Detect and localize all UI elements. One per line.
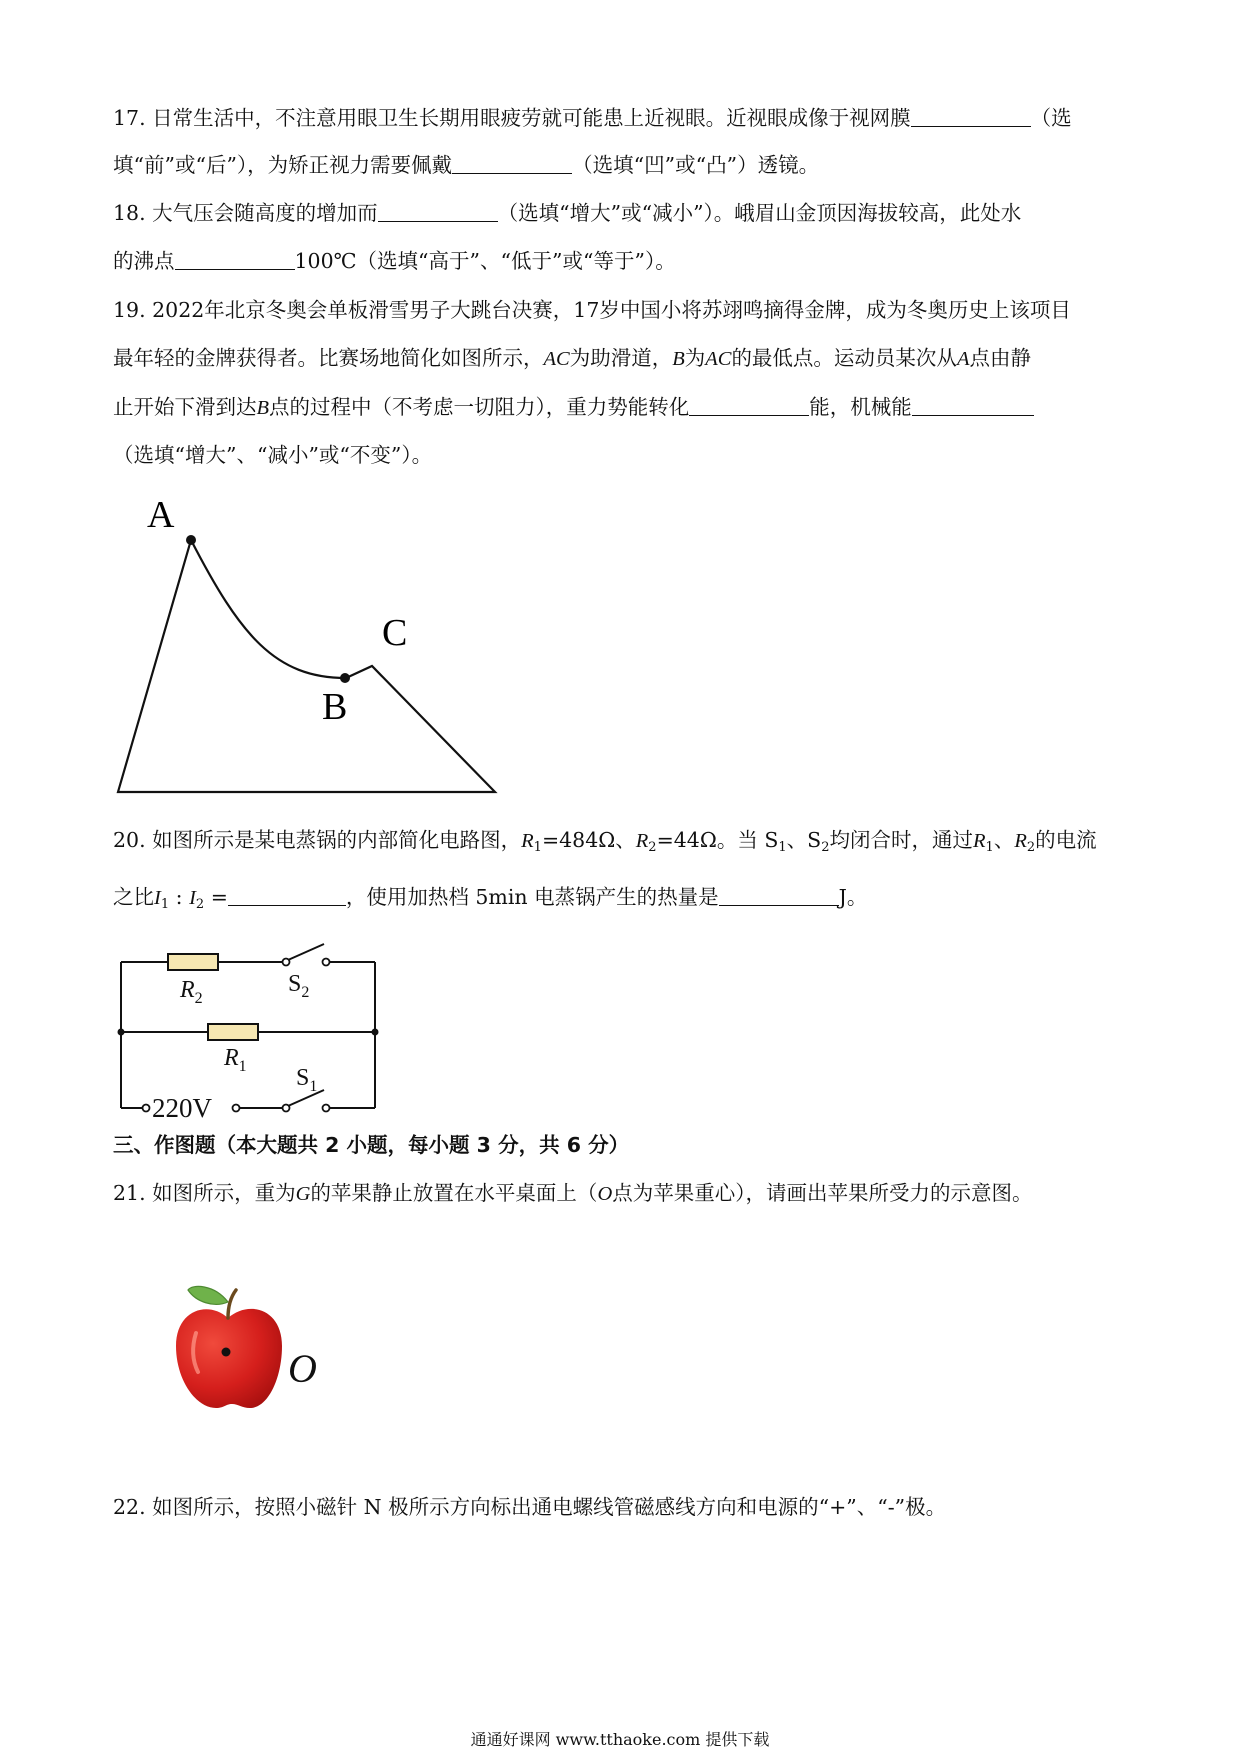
terminal-left bbox=[143, 1105, 150, 1112]
ski-slope-diagram bbox=[100, 495, 500, 795]
resistor-r1 bbox=[208, 1024, 258, 1040]
q19-line4: （选填“增大”、“减小”或“不变”）。 bbox=[113, 443, 433, 467]
answer-blank[interactable] bbox=[911, 104, 1031, 127]
label-b: B bbox=[322, 686, 348, 728]
answer-blank[interactable] bbox=[719, 883, 839, 906]
junction-right bbox=[372, 1029, 379, 1036]
q17-line1: 17. 日常生活中，不注意用眼卫生长期用眼疲劳就可能患上近视眼。近视眼成像于视网膜 （选 bbox=[113, 106, 1072, 130]
r1-label: $R_1$ bbox=[224, 1045, 247, 1075]
point-b-dot bbox=[340, 673, 350, 683]
s1-contact-right bbox=[323, 1105, 330, 1112]
resistor-r2 bbox=[168, 954, 218, 970]
s1-label: $S_1$ bbox=[296, 1065, 318, 1095]
q20-line2: 之比$I_1$ : $I_2$ = ，使用加热档 5min 电蒸锅产生的热量是 J。 bbox=[113, 885, 868, 912]
q20-line1: 20. 如图所示是某电蒸锅的内部简化电路图，$R_1=484\Omega$、$R_2=44\Omega$。当 $S_1$、$S_2$均闭合时，通过$R_1$、$R_2$的电流 bbox=[113, 828, 1097, 855]
answer-blank[interactable] bbox=[378, 199, 498, 222]
q17-line2: 填“前”或“后”），为矫正视力需要佩戴 （选填“凹”或“凸”）透镜。 bbox=[113, 153, 820, 177]
junction-left bbox=[118, 1029, 125, 1036]
q19-line3: 止开始下滑到达B点的过程中（不考虑一切阻力），重力势能转化 能，机械能 bbox=[113, 392, 1034, 423]
s2-contact-left bbox=[283, 959, 290, 966]
terminal-right bbox=[233, 1105, 240, 1112]
center-of-gravity-dot bbox=[222, 1348, 231, 1357]
footer-watermark: 通通好课网 www.tthaoke.com 提供下载 bbox=[470, 1730, 770, 1749]
label-o: O bbox=[288, 1346, 317, 1391]
q22-line1: 22. 如图所示，按照小磁针 N 极所示方向标出通电螺线管磁感线方向和电源的“+”、“-”极。 bbox=[113, 1495, 947, 1519]
answer-blank[interactable] bbox=[228, 883, 346, 906]
label-a: A bbox=[147, 494, 175, 536]
point-a-dot bbox=[186, 535, 196, 545]
section3-title: 三、作图题（本大题共 2 小题，每小题 3 分，共 6 分） bbox=[113, 1133, 630, 1157]
answer-blank[interactable] bbox=[689, 393, 809, 416]
s2-switch-blade bbox=[288, 944, 324, 960]
q18-line1: 18. 大气压会随高度的增加而 （选填“增大”或“减小”）。峨眉山金顶因海拔较高，此处水 bbox=[113, 201, 1022, 225]
r2-label: $R_2$ bbox=[180, 977, 203, 1007]
circuit-diagram bbox=[112, 935, 392, 1123]
label-c: C bbox=[382, 612, 408, 654]
s2-contact-right bbox=[323, 959, 330, 966]
answer-blank[interactable] bbox=[175, 247, 295, 270]
q19-line1: 19. 2022年北京冬奥会单板滑雪男子大跳台决赛，17岁中国小将苏翊鸣摘得金牌，成为冬奥历史上该项目 bbox=[113, 298, 1071, 322]
s1-switch-blade bbox=[288, 1090, 324, 1106]
s2-label: $S_2$ bbox=[288, 971, 310, 1001]
answer-blank[interactable] bbox=[912, 393, 1034, 416]
leaf-icon bbox=[188, 1286, 228, 1304]
q21-line1: 21. 如图所示，重为G的苹果静止放置在水平桌面上（O点为苹果重心），请画出苹果所受力的示意图。 bbox=[113, 1181, 1033, 1205]
voltage-label: 220V bbox=[152, 1093, 212, 1123]
answer-blank[interactable] bbox=[452, 151, 572, 174]
q18-line2: 的沸点 100℃（选填“高于”、“低于”或“等于”）。 bbox=[113, 249, 676, 273]
slope-outline bbox=[118, 540, 495, 792]
s1-contact-left bbox=[283, 1105, 290, 1112]
apple-figure bbox=[170, 1278, 340, 1413]
q19-line2: 最年轻的金牌获得者。比赛场地简化如图所示，AC为助滑道，B为AC的最低点。运动员某次从A点由静 bbox=[113, 346, 1031, 370]
